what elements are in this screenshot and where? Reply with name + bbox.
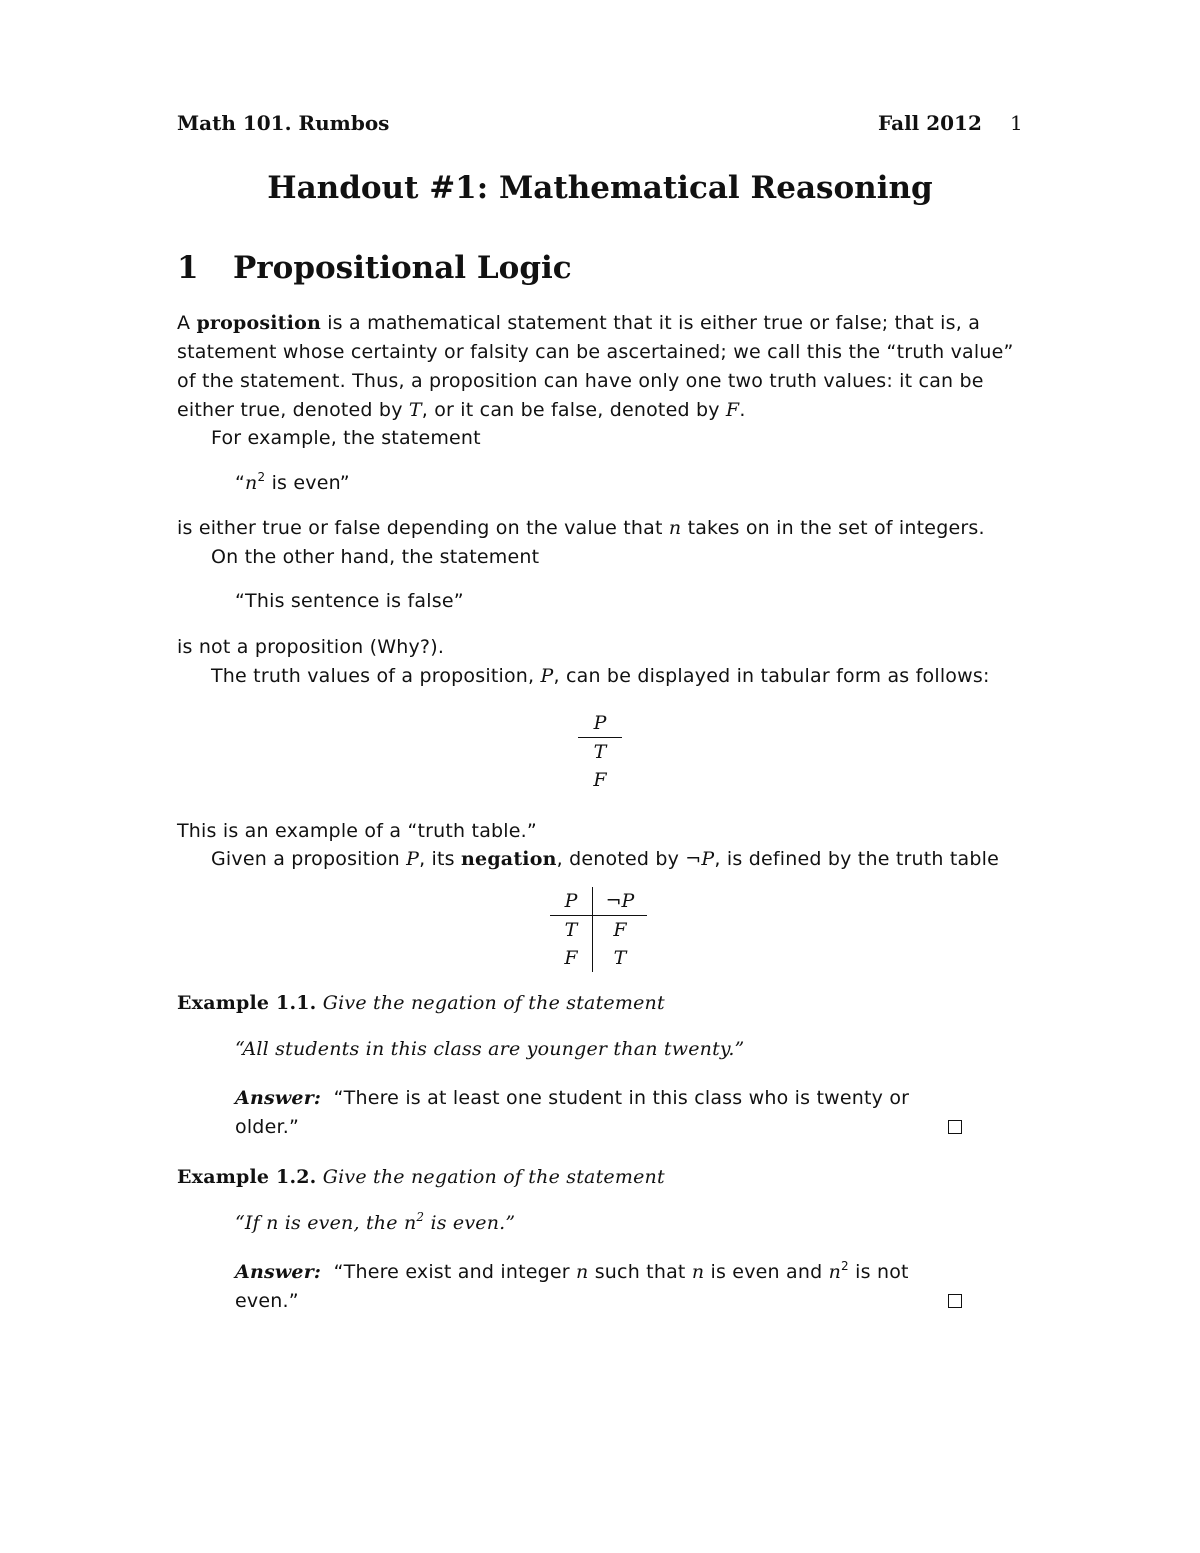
running-header-term: Fall 2012 (878, 111, 982, 135)
example-label: Example 1.1. (177, 992, 317, 1014)
text-run: , is defined by the truth table (714, 848, 999, 870)
example-heading (177, 992, 665, 1014)
paragraph-line: statement whose certainty or falsity can be ascertained; we call this the “truth value” (177, 341, 1014, 363)
text-run: “If (235, 1212, 267, 1234)
text-run: “There exist and integer (333, 1261, 577, 1283)
text-run: is either true or false depending on the value that (177, 517, 669, 539)
text-run: is even and (704, 1261, 829, 1283)
text-run: “ (235, 472, 246, 494)
math-variable: n (668, 517, 682, 539)
answer-line: even.” (235, 1290, 299, 1312)
paragraph-line (211, 665, 990, 687)
table-header-cell: P (578, 709, 622, 738)
math-variable: n (403, 1212, 417, 1234)
quoted-statement: “All students in this class are younger than twenty.” (235, 1038, 745, 1060)
text-run: such that (588, 1261, 692, 1283)
page-number: 1 (1010, 111, 1023, 135)
math-expression: ¬P (685, 848, 715, 870)
math-variable: P (406, 848, 420, 870)
paragraph-line: For example, the statement (211, 427, 481, 449)
paragraph-line: of the statement. Thus, a proposition can have only one two truth values: it can be (177, 370, 984, 392)
qed-box-icon (948, 1294, 962, 1308)
paragraph-line: This is an example of a “truth table.” (177, 820, 537, 842)
quoted-statement: “This sentence is false” (235, 590, 464, 612)
table-cell: T (593, 944, 648, 972)
text-run: either true, denoted by (177, 399, 409, 421)
answer-line: older.” (235, 1116, 300, 1138)
example-prompt: Give the negation of the statement (322, 992, 665, 1014)
qed-box-icon (948, 1120, 962, 1134)
math-variable: T (408, 399, 422, 421)
defined-term: proposition (196, 312, 321, 334)
text-run: is even” (265, 472, 350, 494)
exponent: 2 (257, 470, 266, 484)
table-header-cell: P (550, 887, 593, 916)
text-run: . (739, 399, 746, 421)
math-variable: P (540, 665, 554, 687)
example-prompt: Give the negation of the statement (322, 1166, 665, 1188)
table-cell: T (564, 919, 578, 941)
table-cell: F (593, 916, 648, 945)
table-cell: T (593, 741, 607, 763)
example-label: Example 1.2. (177, 1166, 317, 1188)
text-run: is even, the (278, 1212, 404, 1234)
answer-line (235, 1087, 909, 1109)
paragraph-line (211, 848, 999, 870)
truth-table-negation (550, 887, 647, 972)
truth-table-proposition (578, 709, 622, 794)
answer-label: Answer: (235, 1087, 322, 1109)
paragraph-line (177, 517, 985, 539)
paragraph-line: is not a proposition (Why?). (177, 636, 445, 658)
defined-term: negation (461, 848, 557, 870)
text-run: Given a proposition (211, 848, 407, 870)
text-run: is not (848, 1261, 909, 1283)
text-run: “There is at least one student in this class who is twenty or (333, 1087, 910, 1109)
example-heading (177, 1166, 665, 1188)
exponent: 2 (841, 1259, 849, 1273)
text-run: , or it can be false, denoted by (421, 399, 726, 421)
text-run: A (177, 312, 197, 334)
math-variable: F (725, 399, 740, 421)
running-header-course: Math 101. Rumbos (177, 111, 390, 135)
section-number: 1 (177, 250, 199, 286)
text-run: is a mathematical statement that it is either true or false; that is, a (320, 312, 981, 334)
answer-label: Answer: (235, 1261, 322, 1283)
table-header-cell: ¬P (593, 887, 648, 916)
text-run: takes on in the set of integers. (681, 517, 985, 539)
quoted-statement (235, 1212, 515, 1234)
text-run: , denoted by (556, 848, 686, 870)
text-run: The truth values of a proposition, (211, 665, 541, 687)
math-variable: n (828, 1261, 842, 1283)
table-cell: F (593, 769, 607, 791)
math-variable: n (576, 1261, 589, 1283)
quoted-statement (235, 472, 350, 494)
math-variable: n (691, 1261, 705, 1283)
answer-line (235, 1261, 909, 1283)
paragraph-line: On the other hand, the statement (211, 546, 540, 568)
page-title: Handout #1: Mathematical Reasoning (267, 170, 933, 206)
math-variable: n (245, 472, 258, 494)
section-title: Propositional Logic (233, 250, 572, 286)
table-cell: F (564, 947, 578, 969)
text-run: , its (419, 848, 462, 870)
paragraph-line (177, 312, 980, 334)
exponent: 2 (416, 1210, 425, 1224)
paragraph-line (177, 399, 746, 421)
text-run: is even.” (424, 1212, 516, 1234)
math-variable: n (266, 1212, 279, 1234)
text-run: , can be displayed in tabular form as follows: (553, 665, 990, 687)
